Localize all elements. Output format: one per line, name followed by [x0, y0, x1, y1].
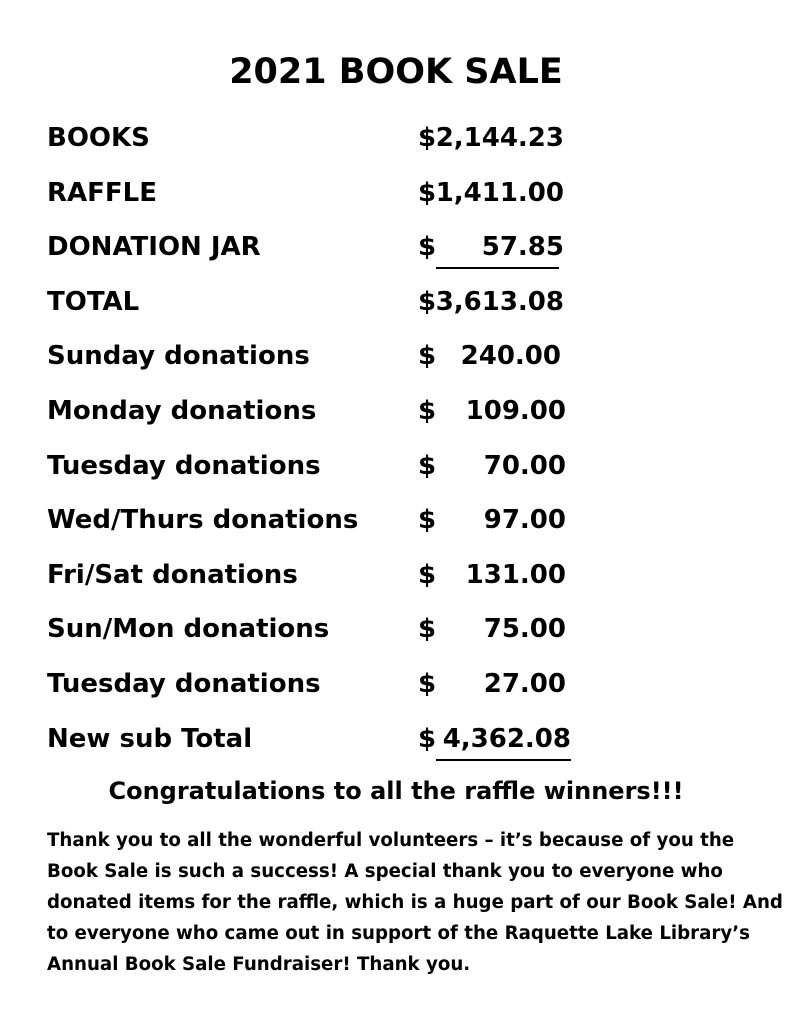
dollar-sign: $ [418, 614, 437, 645]
table-row [47, 277, 747, 332]
row-label: DONATION JAR [47, 232, 261, 263]
table-row [47, 441, 747, 496]
row-label: New sub Total [47, 723, 253, 754]
dollar-sign: $ [418, 559, 437, 590]
table-row [47, 222, 747, 277]
table-row [47, 495, 747, 550]
dollar-sign: $ [418, 505, 437, 536]
row-label: Monday donations [47, 395, 317, 426]
row-label: Sunday donations [47, 341, 310, 372]
paragraph-line: Book Sale is such a success! A special thank you to everyone who [47, 861, 723, 882]
table-row [47, 714, 747, 769]
row-amount: 4,362.08 [442, 723, 571, 754]
row-amount: 70.00 [483, 450, 566, 481]
dollar-sign: $ [418, 232, 437, 263]
table-row [47, 386, 747, 441]
row-amount: 240.00 [460, 341, 561, 372]
page-title: 2021 BOOK SALE [229, 52, 563, 92]
row-amount: 27.00 [483, 668, 566, 699]
paragraph-line: Annual Book Sale Fundraiser! Thank you. [47, 954, 471, 975]
table-row [47, 168, 747, 223]
dollar-sign: $ [418, 123, 437, 153]
table-row [47, 331, 747, 386]
row-label: BOOKS [47, 123, 150, 153]
congratulations-message: Congratulations to all the raffle winners!!! [108, 777, 684, 805]
dollar-sign: $ [418, 341, 437, 372]
dollar-sign: $ [418, 177, 437, 208]
paragraph-line: donated items for the raffle, which is a huge part of our Book Sale! And [47, 892, 783, 913]
paragraph-line: Thank you to all the wonderful volunteers – it’s because of you the [47, 830, 735, 851]
row-amount: 97.00 [483, 505, 566, 536]
dollar-sign: $ [418, 723, 437, 754]
row-label: Fri/Sat donations [47, 559, 298, 590]
row-label: Wed/Thurs donations [47, 505, 359, 536]
row-label: Tuesday donations [47, 450, 321, 481]
row-amount: 2,144.23 [435, 123, 564, 153]
row-amount: 3,613.08 [435, 286, 564, 317]
row-amount: 57.85 [481, 232, 564, 263]
dollar-sign: $ [418, 286, 437, 317]
thank-you-paragraph [47, 825, 783, 980]
row-label: RAFFLE [47, 177, 157, 208]
grand-total-underline [436, 759, 571, 761]
sum-underline [436, 267, 559, 269]
totals-table [47, 113, 747, 768]
row-amount: 131.00 [465, 559, 566, 590]
row-label: Tuesday donations [47, 668, 321, 699]
table-row [47, 659, 747, 714]
row-label: TOTAL [47, 286, 140, 317]
table-row [47, 604, 747, 659]
table-row [47, 550, 747, 605]
dollar-sign: $ [418, 668, 437, 699]
dollar-sign: $ [418, 395, 437, 426]
row-amount: 109.00 [465, 395, 566, 426]
row-amount: 1,411.00 [435, 177, 564, 208]
row-amount: 75.00 [483, 614, 566, 645]
paragraph-line: to everyone who came out in support of the Raquette Lake Library’s [47, 923, 750, 944]
row-label: Sun/Mon donations [47, 614, 330, 645]
table-row [47, 113, 747, 168]
dollar-sign: $ [418, 450, 437, 481]
